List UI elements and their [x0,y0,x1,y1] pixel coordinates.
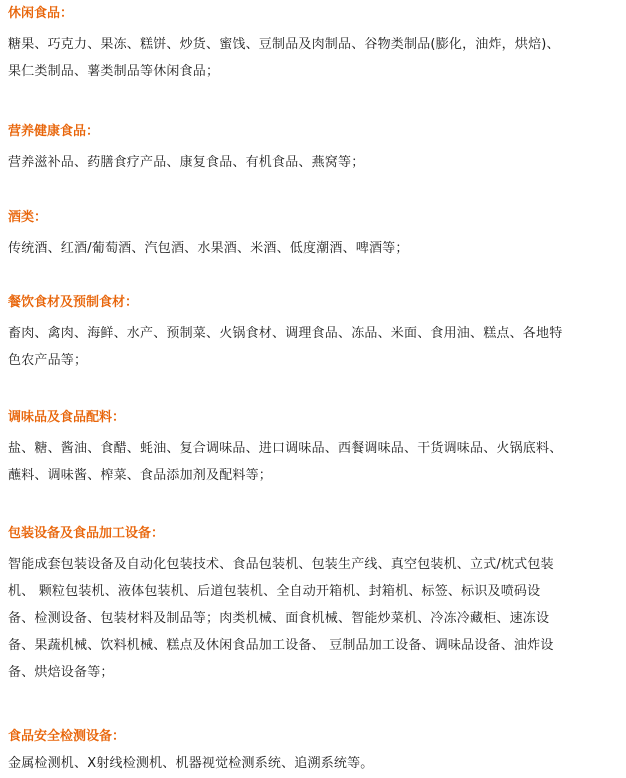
section-heading: 酒类： [8,210,48,225]
body-line: 畜肉、禽肉、海鲜、水产、预制菜、火锅食材、调理食品、冻品、米面、食用油、糕点、各地特 [8,326,563,341]
section-heading: 食品安全检测设备： [8,729,126,744]
section-body [8,435,620,489]
section-body [8,149,620,176]
body-line: 营养滋补品、药膳食疗产品、康复食品、有机食品、燕窝等； [8,155,365,170]
section-heading: 餐饮食材及预制食材： [8,295,139,310]
body-line: 机、 颗粒包装机、液体包装机、后道包装机、全自动开箱机、封箱机、标签、标识及喷码设 [8,584,541,599]
section-heading: 休闲食品： [8,6,74,21]
body-line: 果仁类制品、薯类制品等休闲食品； [8,64,220,79]
body-line: 糖果、巧克力、果冻、糕饼、炒货、蜜饯、豆制品及肉制品、谷物类制品(膨化，油炸，烘焙)、 [8,37,560,52]
body-line: 备、果蔬机械、饮料机械、糕点及休闲食品加工设备、 豆制品加工设备、调味品设备、油炸设 [8,638,554,653]
section-body [8,320,620,374]
body-line: 色农产品等； [8,353,88,368]
body-line: 备、烘焙设备等； [8,665,114,680]
section-catering-ingredients [8,293,620,374]
section-food-safety-equipment [8,727,620,777]
section-body [8,31,620,85]
section-heading: 包装设备及食品加工设备： [8,526,165,541]
body-line: 智能成套包装设备及自动化包装技术、食品包装机、包装生产线、真空包装机、立式/枕式包装 [8,557,554,572]
section-body [8,235,620,262]
section-body [8,750,620,777]
body-line: 备、检测设备、包装材料及制品等；肉类机械、面食机械、智能炒菜机、冷冻冷藏柜、速冻设 [8,611,550,626]
section-heading: 调味品及食品配料： [8,410,126,425]
body-line: 盐、糖、酱油、食醋、蚝油、复合调味品、进口调味品、西餐调味品、干货调味品、火锅底料、 [8,441,563,456]
body-line: 金属检测机、X射线检测机、机器视觉检测系统、追溯系统等。 [8,756,374,771]
section-condiments [8,408,620,489]
body-line: 蘸料、调味酱、榨菜、食品添加剂及配料等； [8,468,273,483]
section-heading: 营养健康食品： [8,124,100,139]
section-body [8,551,620,686]
section-snack-foods [8,4,620,85]
section-alcohol [8,208,620,262]
section-health-foods [8,122,620,176]
section-packaging-equipment [8,524,620,686]
body-line: 传统酒、红酒/葡萄酒、汽包酒、水果酒、米酒、低度潮酒、啤酒等； [8,241,409,256]
